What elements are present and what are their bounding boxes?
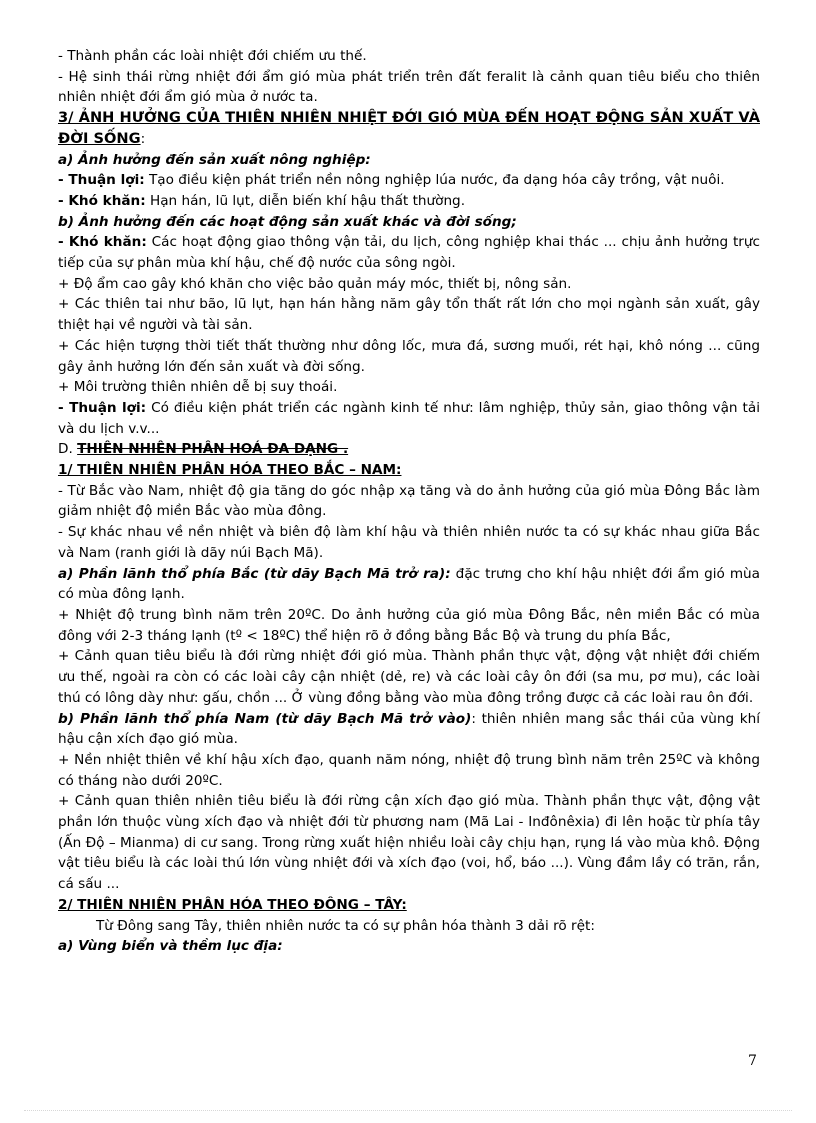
text-advantages: Tạo điều kiện phát triển nền nông nghiệp lúa nước, đa dạng hóa cây trồng, vật nuôi. — [144, 172, 725, 189]
section-3-title: 3/ ẢNH HƯỞNG CỦA THIÊN NHIÊN NHIỆT ĐỚI GIÓ MÙA ĐẾN HOẠT ĐỘNG SẢN XUẤT VÀ ĐỜI SỐNG — [58, 109, 760, 147]
footer-dotted-line — [24, 1110, 792, 1111]
south-region — [58, 709, 760, 750]
plus-environment: + Môi trường thiên nhiên dễ bị suy thoái. — [58, 379, 338, 396]
text-difficulties: Hạn hán, lũ lụt, diễn biến khí hậu thất thường. — [145, 192, 466, 209]
south-landscape: + Cảnh quan thiên nhiên tiêu biểu là đới rừng cận xích đạo gió mùa. Thành phần thực vật, động vật phần lớn thuộc vùng xích đạo và nhiệt đới từ phương nam (Mã Lai - Inđônêxia) đi lên hoặc từ phía tây (Ấn Độ – Mianma) di cư sang. Trong rừng xuất hiện nhiều loài cây chịu hạn, rụng lá vào mùa khô. Động vật tiêu biểu là các loài thú lớn vùng nhiệt đới và xích đạo (voi, hổ, báo ...). Vùng đầm lầy có trăn, rắn, cá sấu ... — [58, 793, 760, 893]
north-temperature: + Nhiệt độ trung bình năm trên 20ºC. Do ảnh hưởng của gió mùa Đông Bắc, nên miền Bắc có mùa đông với 2-3 tháng lạnh (tº < 18ºC) thể hiện rõ ở đồng bằng Bắc Bộ và trung du phía Bắc, — [58, 606, 760, 644]
other-advantages — [58, 398, 760, 439]
north-south-difference: - Sự khác nhau về nền nhiệt và biên độ làm khí hậu và thiên nhiên nước ta có sự khác nhau giữa Bắc và Nam (ranh giới là dãy núi Bạch Mã). — [58, 524, 760, 561]
label-difficulties-2: - Khó khăn: — [58, 234, 147, 251]
bullet-tropical-species: - Thành phần các loài nhiệt đới chiếm ưu thế. — [58, 48, 367, 64]
plus-humidity: + Độ ẩm cao gây khó khăn cho việc bảo quản máy móc, thiết bị, nông sản. — [58, 275, 572, 292]
text-north-region: đặc trưng cho khí hậu nhiệt đới ẩm gió mùa có mùa đông lạnh. — [58, 565, 761, 603]
section-3-heading — [58, 108, 760, 149]
section-d-prefix: D. — [58, 441, 78, 458]
subheading-sea-shelf: a) Vùng biển và thềm lục địa: — [58, 938, 283, 955]
agri-advantages — [58, 170, 760, 191]
subheading-agriculture: a) Ảnh hưởng đến sản xuất nông nghiệp: — [58, 151, 371, 168]
page-number: 7 — [748, 1053, 757, 1069]
section-3-colon: : — [140, 130, 146, 147]
east-west-intro: Từ Đông sang Tây, thiên nhiên nước ta có sự phân hóa thành 3 dải rõ rệt: — [96, 917, 595, 934]
agri-difficulties — [58, 191, 760, 212]
north-landscape: + Cảnh quan tiêu biểu là đới rừng nhiệt đới gió mùa. Thành phần thực vật, động vật nhiệt đới chiếm ưu thế, ngoài ra còn có các loài cây cận nhiệt (dẻ, re) và các loài cây ôn đới (sa mu, pơ mu), các loài thú có lông dày như: gấu, chồn ... Ở vùng đồng bằng vào mùa đông trồng được cả các loài rau ôn đới. — [58, 648, 760, 706]
label-south-region: b) Phần lãnh thổ phía Nam (từ dãy Bạch Mã trở vào) — [58, 710, 472, 727]
section-d-title: THIÊN NHIÊN PHÂN HOÁ ĐA DẠNG . — [77, 441, 349, 458]
north-region — [58, 564, 760, 605]
heading-north-south: 1/ THIÊN NHIÊN PHÂN HÓA THEO BẮC – NAM: — [58, 462, 402, 479]
bullet-forest-ecosystem: - Hệ sinh thái rừng nhiệt đới ẩm gió mùa phát triển trên đất feralit là cảnh quan tiêu biểu cho thiên nhiên nhiệt đới ẩm gió mùa ở nước ta. — [58, 68, 760, 106]
label-advantages: - Thuận lợi: — [58, 172, 145, 189]
label-advantages-2: - Thuận lợi: — [58, 399, 147, 416]
plus-disasters: + Các thiên tai như bão, lũ lụt, hạn hán hằng năm gây tổn thất rất lớn cho mọi ngành sản xuất, gây thiệt hại về người và tài sản. — [58, 296, 760, 334]
document-page — [58, 46, 760, 957]
label-difficulties: - Khó khăn: — [58, 192, 146, 209]
section-d-heading — [58, 439, 760, 460]
text-difficulties-2: Các hoạt động giao thông vận tải, du lịch, công nghiệp khai thác ... chịu ảnh hưởng trực tiếp của sự phân mùa khí hậu, chế độ nước của sông ngòi. — [58, 234, 760, 272]
other-difficulties — [58, 232, 760, 273]
plus-weather: + Các hiện tượng thời tiết thất thường như dông lốc, mưa đá, sương muối, rét hại, khô nóng ... cũng gây ảnh hưởng lớn đến sản xuất và đời sống. — [58, 337, 760, 375]
text-advantages-2: Có điều kiện phát triển các ngành kinh tế như: lâm nghiệp, thủy sản, giao thông vận tải và du lịch v.v... — [58, 399, 760, 437]
north-south-temp: - Từ Bắc vào Nam, nhiệt độ gia tăng do góc nhập xạ tăng và do ảnh hưởng của gió mùa Đông Bắc làm giảm nhiệt độ miền Bắc vào mùa đông. — [58, 482, 760, 520]
subheading-other-activities: b) Ảnh hưởng đến các hoạt động sản xuất khác và đời sống; — [58, 213, 517, 230]
label-north-region: a) Phần lãnh thổ phía Bắc (từ dãy Bạch Mã trở ra): — [58, 565, 451, 582]
south-temperature: + Nền nhiệt thiên về khí hậu xích đạo, quanh năm nóng, nhiệt độ trung bình năm trên 25ºC và không có tháng nào dưới 20ºC. — [58, 751, 760, 789]
heading-east-west: 2/ THIÊN NHIÊN PHÂN HÓA THEO ĐÔNG – TÂY: — [58, 896, 407, 913]
text-south-region: : thiên nhiên mang sắc thái của vùng khí hậu cận xích đạo gió mùa. — [58, 710, 760, 748]
